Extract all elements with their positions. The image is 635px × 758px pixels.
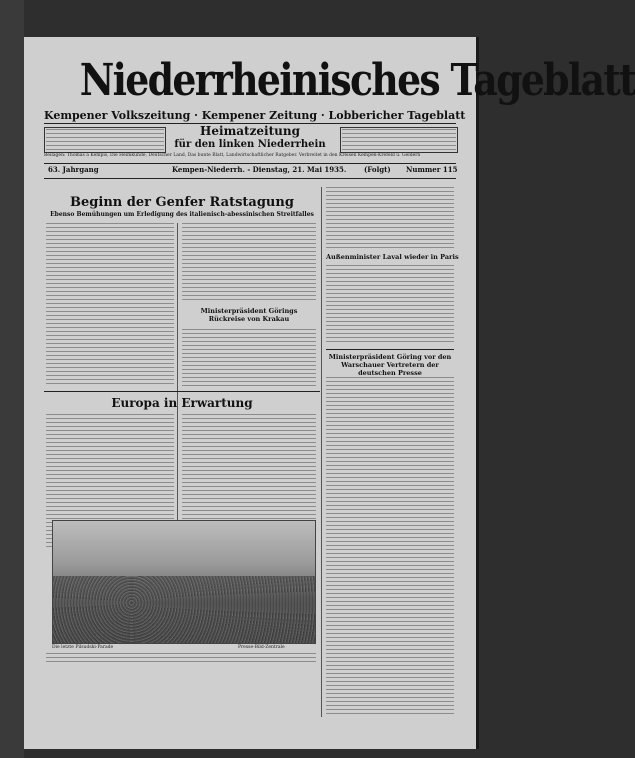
headline-warschau: Ministerpräsident Göring vor den Warschauer Vertretern der deutschen Presse <box>328 353 452 377</box>
price-box-right <box>340 127 458 153</box>
parade-photo <box>52 520 316 644</box>
photo-caption-text <box>46 653 316 663</box>
volume-label: 63. Jahrgang <box>48 165 99 174</box>
edition-label: (Folgt) <box>364 165 391 174</box>
subhead-genfer: Ebenso Bemühungen um Erledigung des italienisch-abessinischen Streitfalles <box>50 211 314 218</box>
column-rule-2 <box>321 187 322 717</box>
article-laval <box>326 265 454 345</box>
article-genfer-col2 <box>182 223 316 303</box>
newspaper-page <box>24 37 635 749</box>
article-goering <box>182 329 316 387</box>
article-right-col-top <box>326 187 454 249</box>
dateline-bottom-rule <box>44 178 456 179</box>
issue-number: Nummer 115 <box>406 165 458 174</box>
column-rule-1 <box>177 223 178 553</box>
headline-goering: Ministerpräsident Görings Rückreise von Krakau <box>200 307 298 323</box>
issue-date: Kempen-Niederrh. - Dienstag, 21. Mai 1935. <box>172 165 347 174</box>
scan-left-edge <box>0 0 24 758</box>
supplements-line: Beilagen: Thomas a Kempis, Die Heimkunde, Deutscher Land, Das bunte Blatt, Landwirtschaftlicher Ratgeber. Verbreitet in den Kreisen Kempen-Krefeld u. Geldern <box>44 153 421 158</box>
price-box-left <box>44 127 166 153</box>
heimat-sublabel: für den linken Niederrhein <box>174 139 326 150</box>
dateline-top-rule <box>44 163 456 164</box>
section-rule <box>44 391 320 392</box>
article-warschau <box>326 377 454 717</box>
photo-caption: Die letzte Pilsudski-Parade <box>52 645 114 650</box>
headline-genfer: Beginn der Genfer Ratstagung <box>70 195 294 210</box>
dateline <box>44 165 456 177</box>
article-genfer-col1 <box>46 223 174 387</box>
newspaper-title: Niederrheinisches Tageblatt <box>79 55 635 106</box>
newspaper-subtitle: Kempener Volkszeitung · Kempener Zeitung · Lobbericher Tageblatt <box>44 109 466 122</box>
photo-crowd <box>53 576 315 643</box>
headline-europa: Europa in Erwartung <box>111 396 253 410</box>
headline-laval: Außenminister Laval wieder in Paris <box>326 253 459 261</box>
photo-credit: Presse-Bild-Zentrale <box>238 645 285 650</box>
right-section-rule <box>326 349 454 350</box>
heimat-label: Heimatzeitung <box>200 124 300 138</box>
